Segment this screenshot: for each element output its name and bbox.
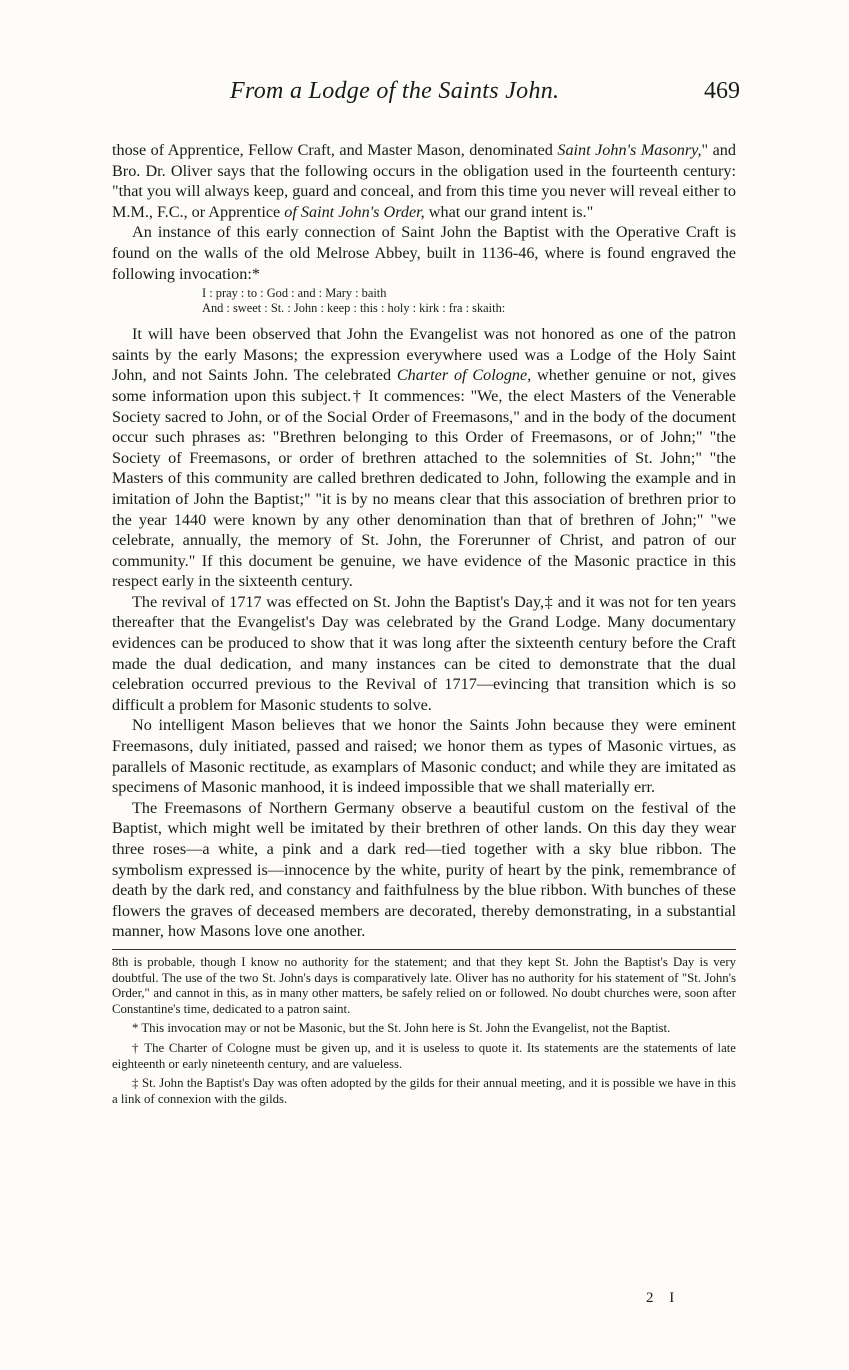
paragraph-2: An instance of this early connection of Saint John the Baptist with the Operative Craft is found on the walls of the old Melrose Abbey, built in 1136-46, where is found engraved the following invocation:* <box>112 223 736 283</box>
footnotes <box>112 955 736 1107</box>
page-number: 469 <box>704 78 740 104</box>
footnote-divider <box>112 949 736 950</box>
invocation-line-1: I : pray : to : God : and : Mary : baith <box>202 286 387 301</box>
footnote-continued: 8th is probable, though I know no authority for the statement; and that they kept St. John the Baptist's Day is very doubtful. The use of the two St. John's days is comparatively late. Oliver has no authority for his statement of "St. John's Order," and cannot in this, as in many other matters, be safely relied on or followed. No doubt churches were, soon after Constantine's time, dedicated to a patron saint. <box>112 954 736 1016</box>
paragraph-3: It will have been observed that John the Evangelist was not honored as one of the patron saints by the early Masons; the expression everywhere used was a Lodge of the Holy Saint John, and not Saints John. The celebrated Charter of Cologne, whether genuine or not, gives some information upon this subject.† It commences: "We, the elect Masters of the Venerable Society sacred to John, or of the Social Order of Freemasons," and in the body of the document occur such phrases as: "Brethren belonging to this Order of Freemasons, or of John;" "the Society of Freemasons, or order of brethren attached to the solemnities of St. John;" "the Masters of this community are called brethren dedicated to John, following the example and in imitation of John the Baptist;" "it is by no means clear that this association of brethren prior to the year 1440 were known by any other denomination than that of brethren of John;" "we celebrate, annually, the memory of St. John, the Forerunner of Christ, and patron of our community." If this document be genuine, we have evidence of the Masonic practice in this respect early in the sixteenth century. <box>112 325 736 591</box>
paragraph-5: No intelligent Mason believes that we honor the Saints John because they were eminent Freemasons, duly initiated, passed and raised; we honor them as types of Masonic virtues, as parallels of Masonic rectitude, as examplars of Masonic conduct; and while they are imitated as specimens of Masonic manhood, it is indeed impossible that we shall materially err. <box>112 716 736 797</box>
paragraph-1: those of Apprentice, Fellow Craft, and Master Mason, denominated Saint John's Masonry," and Bro. Dr. Oliver says that the following occurs in the obligation used in the fourteenth century: "that you will always keep, guard and conceal, and from this time you never will reveal either to M.M., F.C., or Apprentice of Saint John's Order, what our grand intent is." <box>112 141 736 221</box>
footnote-dagger: † The Charter of Cologne must be given up, and it is useless to quote it. Its statements are the statements of late eighteenth or early nineteenth century, and are valueless. <box>112 1040 736 1071</box>
italic-saint-johns-masonry: Saint John's Masonry, <box>557 141 702 159</box>
paragraph-6: The Freemasons of Northern Germany observe a beautiful custom on the festival of the Baptist, which might well be imitated by their brethren of other lands. On this day they wear three roses—a white, a pink and a dark red—tied together with a sky blue ribbon. The symbolism expressed is—innocence by the white, purity of heart by the pink, remembrance of death by the dark red, and constancy and faithfulness by the blue ribbon. With bunches of these flowers the graves of deceased members are decorated, thereby demonstrating, in a substantial manner, how Masons love one another. <box>112 798 736 941</box>
paragraph-4: The revival of 1717 was effected on St. John the Baptist's Day,‡ and it was not for ten years thereafter that the Evangelist's Day was celebrated by the Grand Lodge. Many documentary evidences can be produced to show that it was long after the sixteenth century before the Craft made the dual dedication, and many instances can be cited to demonstrate that the dual celebration occurred previous to the Revival of 1717—evincing that transition which is so difficult a problem for Masonic students to solve. <box>112 592 736 714</box>
footnote-double-dagger: ‡ St. John the Baptist's Day was often adopted by the gilds for their annual meeting, and it is possible we have in this a link of connexion with the gilds. <box>112 1076 736 1106</box>
signature-mark: 2 I <box>646 1290 681 1306</box>
footnote-asterisk: * This invocation may or not be Masonic, but the St. John here is St. John the Evangelist, not the Baptist. <box>132 1021 671 1036</box>
italic-saint-johns-order: of Saint John's Order, <box>284 202 425 221</box>
invocation-inscription <box>202 286 736 316</box>
page-header <box>230 78 740 114</box>
running-title: From a Lodge of the Saints John. <box>230 78 560 104</box>
invocation-line-2: And : sweet : St. : John : keep : this : holy : kirk : fra : skaith: <box>202 301 506 316</box>
italic-charter-of-cologne: Charter of Cologne, <box>396 366 532 385</box>
body-text <box>112 140 736 1111</box>
